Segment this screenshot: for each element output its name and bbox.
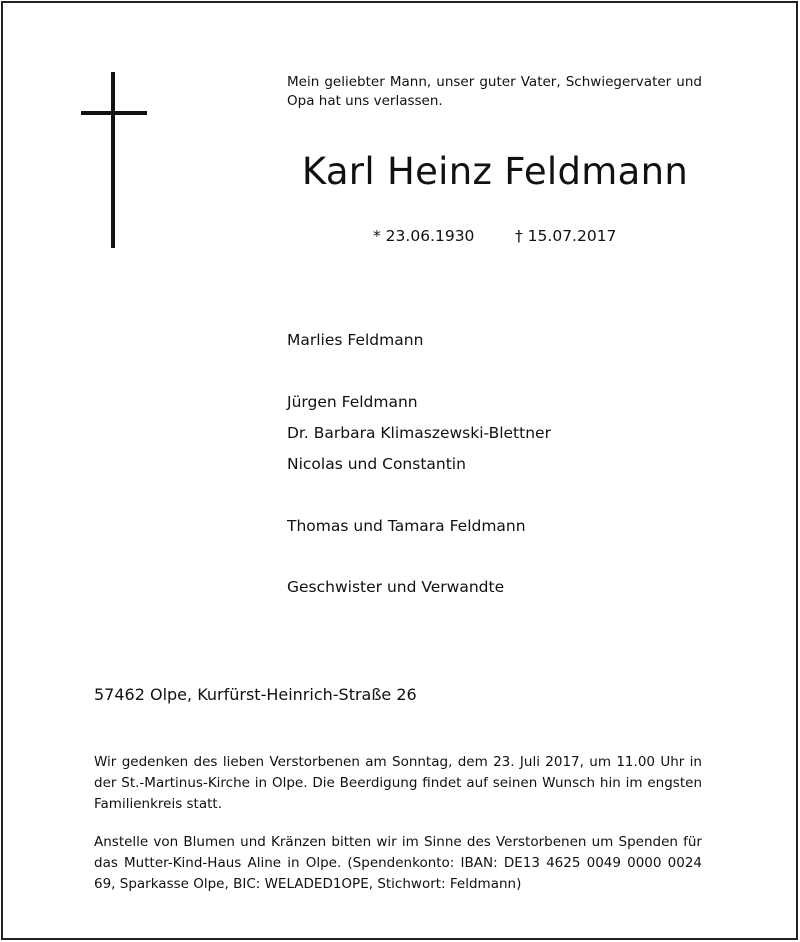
donation-paragraph: Anstelle von Blumen und Kränzen bitten wir im Sinne des Verstorbenen um Spenden für das Mutter-Kind-Haus Aline in Olpe. (Spendenkonto: IBAN: DE13 4625 0049 0000 0024 69, Sparkasse Olpe, BIC: WELADED1OPE, Stichwort: Feldmann) (94, 834, 702, 892)
deceased-name: Karl Heinz Feldmann (301, 150, 689, 193)
intro-text: Mein geliebter Mann, unser guter Vater, Schwiegervater und Opa hat uns verlassen. (287, 74, 702, 109)
service-paragraph: Wir gedenken des lieben Verstorbenen am Sonntag, dem 23. Juli 2017, um 11.00 Uhr in der St.-Martinus-Kirche in Olpe. Die Beerdigung findet auf seinen Wunsch hin im engsten Familienkreis statt. (94, 754, 702, 812)
cross-horizontal-bar (81, 111, 147, 115)
mourner-name: Thomas und Tamara Feldmann (287, 517, 526, 535)
mourner-name: Marlies Feldmann (287, 331, 424, 349)
mourner-name: Dr. Barbara Klimaszewski-Blettner (287, 424, 551, 442)
death-date: † 15.07.2017 (515, 227, 617, 245)
address: 57462 Olpe, Kurfürst-Heinrich-Straße 26 (94, 685, 417, 704)
mourner-name: Geschwister und Verwandte (287, 578, 505, 596)
mourner-name: Nicolas und Constantin (287, 455, 466, 473)
mourner-name: Jürgen Feldmann (287, 393, 418, 411)
birth-date: * 23.06.1930 (373, 227, 475, 245)
cross-vertical-bar (111, 72, 115, 248)
